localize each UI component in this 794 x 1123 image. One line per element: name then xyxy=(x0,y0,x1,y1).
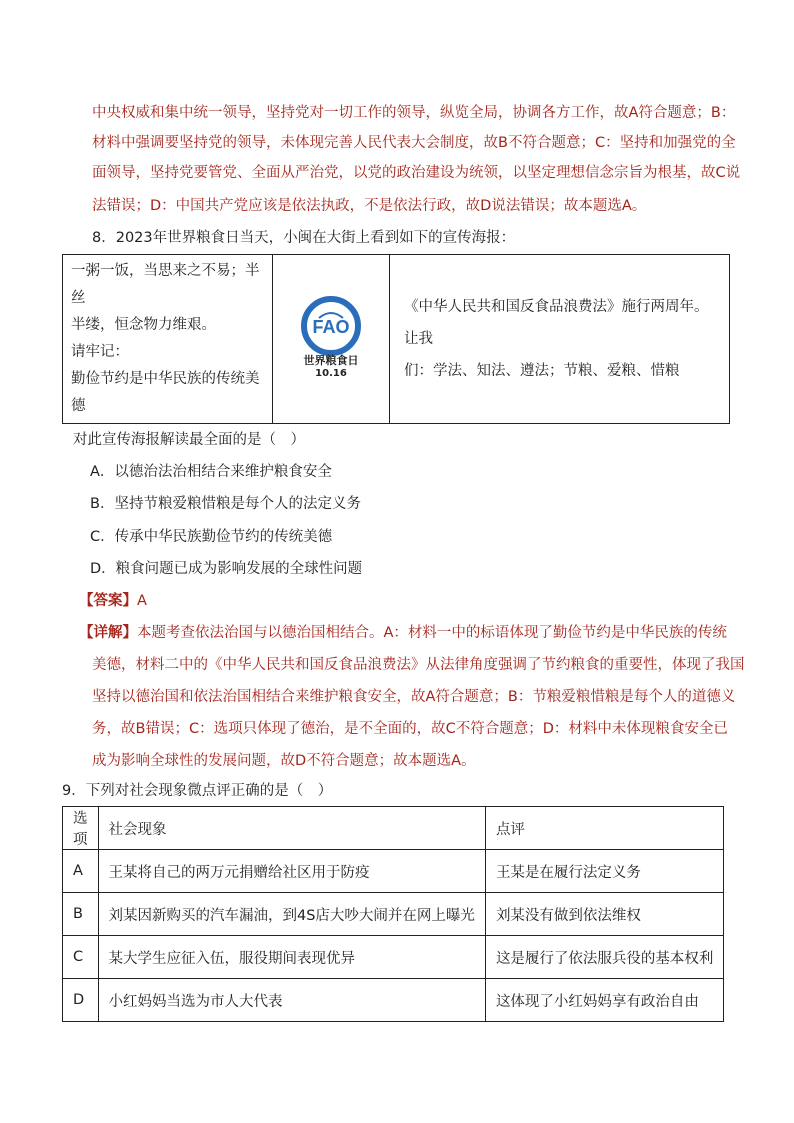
fao-logo-icon xyxy=(285,296,377,378)
answer-label: 【答案】 xyxy=(79,593,137,609)
q8-detail-line-2: 美德，材料二中的《中华人民共和国反食品浪费法》从法律角度强调了节约粮食的重要性，体现了我国 xyxy=(92,657,745,673)
q8-detail-line-5: 成为影响全球性的发展问题，故D不符合题意；故本题选A。 xyxy=(92,753,476,769)
q9-cell: 这是履行了依法服兵役的基本权利 xyxy=(485,936,724,979)
q8-detail-line-4: 务，故B错误；C：选项只体现了德治，是不全面的，故C不符合题意；D：材料中未体现粮食安全已 xyxy=(92,721,728,737)
q9-cell: B xyxy=(63,893,99,936)
q8-option-d: D．粮食问题已成为影响发展的全球性问题 xyxy=(90,561,363,577)
q9-cell: 这体现了小红妈妈享有政治自由 xyxy=(485,979,724,1022)
q9-cell: 小红妈妈当选为市人大代表 xyxy=(98,979,485,1022)
q8-answer xyxy=(79,591,147,611)
answer-value: A xyxy=(137,593,147,609)
poster-left-line-5: 德 xyxy=(71,398,86,414)
q8-option-a: A．以德治法治相结合来维护粮食安全 xyxy=(90,464,332,480)
q9-cell: 王某将自己的两万元捐赠给社区用于防疫 xyxy=(98,850,485,893)
q9-header-comment: 点评 xyxy=(485,807,724,850)
q9-cell: 刘某因新购买的汽车漏油，到4S店大吵大闹并在网上曝光 xyxy=(98,893,485,936)
q9-row-c xyxy=(63,936,724,979)
poster-left-line-3: 请牢记： xyxy=(71,344,129,360)
poster-left-cell xyxy=(63,255,273,424)
q9-row-a xyxy=(63,850,724,893)
detail-text-1: 本题考查依法治国与以德治国相结合。A：材料一中的标语体现了勤俭节约是中华民族的传统 xyxy=(137,625,727,641)
q9-stem: 9．下列对社会现象微点评正确的是（ ） xyxy=(62,783,333,799)
q7-explanation-line-3: 面领导，坚持党要管党、全面从严治党，以党的政治建设为统领，以坚定理想信念宗旨为根基，故C说 xyxy=(92,165,741,181)
q7-explanation-line-1: 中央权威和集中统一领导，坚持党对一切工作的领导，纵览全局，协调各方工作，故A符合题意；B： xyxy=(92,105,736,121)
svg-text:10.16: 10.16 xyxy=(315,368,347,378)
q9-table xyxy=(62,806,724,1022)
q9-cell: C xyxy=(63,936,99,979)
q8-question: 对此宣传海报解读最全面的是（ ） xyxy=(73,432,305,448)
q9-row-b xyxy=(63,893,724,936)
poster-left-line-4: 勤俭节约是中华民族的传统美 xyxy=(71,371,260,387)
q9-cell: 王某是在履行法定义务 xyxy=(485,850,724,893)
poster-left-line-1: 一粥一饭，当思来之不易；半丝 xyxy=(71,263,260,306)
poster-left-line-2: 半缕，恒念物力维艰。 xyxy=(71,317,216,333)
q8-option-c: C．传承中华民族勤俭节约的传统美德 xyxy=(90,529,333,545)
q8-detail-line-3: 坚持以德治国和依法治国相结合来维护粮食安全，故A符合题意；B：节粮爱粮惜粮是每个人的道德义 xyxy=(92,689,736,705)
svg-text:FAO: FAO xyxy=(312,317,350,337)
q7-explanation-line-4: 法错误；D：中国共产党应该是依法执政，不是依法行政，故D说法错误；故本题选A。 xyxy=(92,198,647,214)
q8-poster-table xyxy=(62,254,730,424)
q9-row-d xyxy=(63,979,724,1022)
q9-cell: 刘某没有做到依法维权 xyxy=(485,893,724,936)
detail-label: 【详解】 xyxy=(79,625,137,641)
q9-header-option: 选项 xyxy=(63,807,99,850)
q9-cell: 某大学生应征入伍，服役期间表现优异 xyxy=(98,936,485,979)
q9-header-row xyxy=(63,807,724,850)
q9-cell: D xyxy=(63,979,99,1022)
q7-explanation-line-2: 材料中强调要坚持党的领导，未体现完善人民代表大会制度，故B不符合题意；C：坚持和加强党的全 xyxy=(92,135,736,151)
poster-right-line-2: 们：学法、知法、遵法；节粮、爱粮、惜粮 xyxy=(404,363,680,379)
q8-detail-line-1 xyxy=(79,623,727,643)
poster-right-line-1: 《中华人民共和国反食品浪费法》施行两周年。让我 xyxy=(404,299,709,347)
q8-option-b: B．坚持节粮爱粮惜粮是每个人的法定义务 xyxy=(90,496,361,512)
poster-right-cell xyxy=(390,255,730,424)
q9-cell: A xyxy=(63,850,99,893)
q8-stem: 8．2023年世界粮食日当天，小闽在大街上看到如下的宣传海报： xyxy=(92,230,516,246)
poster-logo-cell xyxy=(273,255,390,424)
q9-header-phenomenon: 社会现象 xyxy=(98,807,485,850)
svg-text:世界粮食日: 世界粮食日 xyxy=(303,354,359,367)
